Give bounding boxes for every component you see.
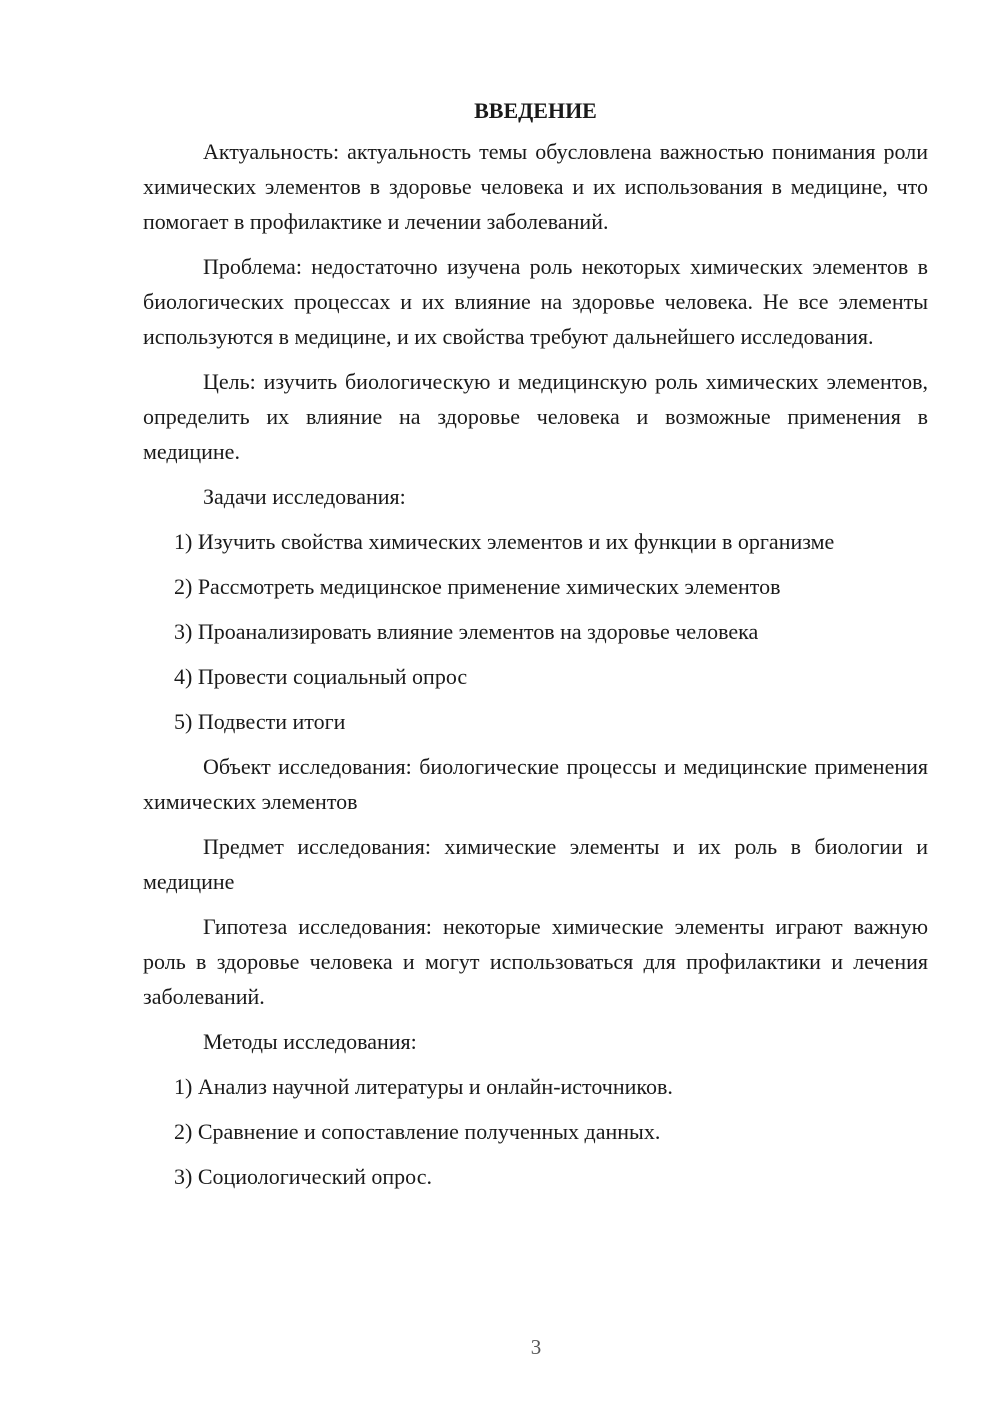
methods-list <box>143 1069 928 1194</box>
task-item: 5) Подвести итоги <box>174 709 346 734</box>
actuality-paragraph: Актуальность: актуальность темы обусловлена важностью понимания роли химических элементов в здоровье человека и их использования в медицине, что помогает в профилактике и лечении заболеваний. <box>143 139 928 234</box>
problem-paragraph: Проблема: недостаточно изучена роль некоторых химических элементов в биологических процессах и их влияние на здоровье человека. Не все элементы используются в медицине, и их свойства требуют дальнейшего исследования. <box>143 254 928 349</box>
task-item: 2) Рассмотреть медицинское применение химических элементов <box>174 574 781 599</box>
tasks-label: Задачи исследования: <box>203 484 406 509</box>
section-heading: ВВЕДЕНИЕ <box>474 98 597 123</box>
method-item: 2) Сравнение и сопоставление полученных данных. <box>174 1119 661 1144</box>
object-paragraph: Объект исследования: биологические процессы и медицинские применения химических элементов <box>143 754 928 814</box>
task-item: 3) Проанализировать влияние элементов на здоровье человека <box>174 619 759 644</box>
methods-label: Методы исследования: <box>203 1029 417 1054</box>
subject-paragraph: Предмет исследования: химические элементы и их роль в биологии и медицине <box>143 834 928 894</box>
task-item: 4) Провести социальный опрос <box>174 664 468 689</box>
hypothesis-paragraph: Гипотеза исследования: некоторые химические элементы играют важную роль в здоровье человека и могут использоваться для профилактики и лечения заболеваний. <box>143 914 928 1009</box>
method-item: 1) Анализ научной литературы и онлайн-источников. <box>174 1074 673 1099</box>
page-content <box>143 96 928 1204</box>
task-item: 1) Изучить свойства химических элементов и их функции в организме <box>174 529 835 554</box>
method-item: 3) Социологический опрос. <box>174 1164 432 1189</box>
goal-paragraph: Цель: изучить биологическую и медицинскую роль химических элементов, определить их влияние на здоровье человека и возможные применения в медицине. <box>143 369 928 464</box>
tasks-list <box>143 524 928 739</box>
page-number: 3 <box>530 1335 542 1359</box>
